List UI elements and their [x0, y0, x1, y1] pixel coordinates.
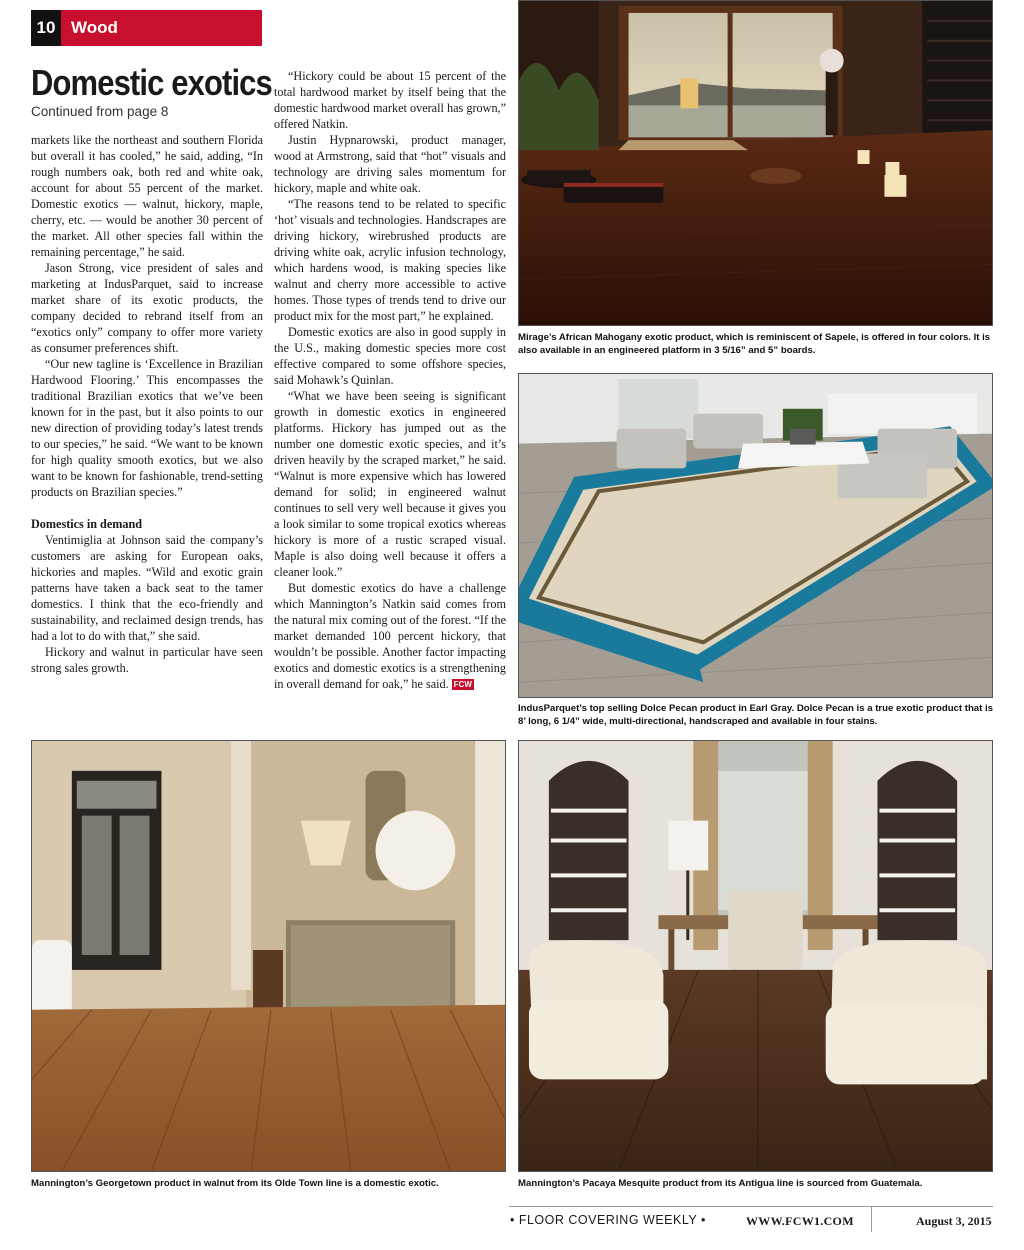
footer-divider: [871, 1206, 872, 1232]
article-headline: Domestic exotics: [31, 62, 272, 103]
photo-indusparquet-dolce-pecan: [518, 373, 993, 698]
paragraph: Justin Hypnarowski, product manager, wood at Armstrong, said that “hot” visuals and technology are driving sales momentum for hickory, maple and white oak.: [274, 133, 506, 195]
section-name: Wood: [71, 18, 118, 37]
caption-indusparquet: IndusParquet’s top selling Dolce Pecan product in Earl Gray. Dolce Pecan is a true exotic product that is 8’ long, 6 1/4” wide, multi-directional, handscraped and available in four stains.: [518, 703, 994, 727]
footer-publication: • FLOOR COVERING WEEKLY •: [510, 1213, 706, 1227]
caption-pacaya: Mannington’s Pacaya Mesquite product from its Antigua line is sourced from Guatemala.: [518, 1178, 923, 1189]
caption-georgetown: Mannington’s Georgetown product in walnut from its Olde Town line is a domestic exotic.: [31, 1178, 439, 1189]
paragraph: Domestic exotics are also in good supply in the U.S., making domestic species more cost effective compared to some offshore species, said Mohawk’s Quinlan.: [274, 325, 506, 387]
paragraph-text: But domestic exotics do have a challenge which Mannington’s Natkin said comes from the natural mix coming out of the forest. “If the market demanded 100 percent hickory, that wouldn’t be possible. Another factor impacting exotics and domestic exotics is a strengthening in overall demand for oak,” he said.: [274, 581, 506, 691]
paragraph: “Our new tagline is ‘Excellence in Brazilian Hardwood Flooring.’ This encompasses the traditional Brazilian exotics that we’ve been known for in the past, but it also points to our new direction of providing today’s latest trends to our species,” he said. “We want to be known for high quality smooth exotics, but we also want to be known for fashionable, trend-setting products on Brazilian species.”: [31, 357, 263, 499]
footer-url: WWW.FCW1.COM: [746, 1214, 854, 1228]
continued-line: Continued from page 8: [31, 104, 169, 119]
paragraph: Jason Strong, vice president of sales and marketing at IndusParquet, said to increase market share of its exotic products, the company decided to rebrand itself from an “exotics only” company to offer more variety as consumer preferences shift.: [31, 261, 263, 355]
subhead: Domestics in demand: [31, 517, 143, 531]
section-header: [31, 10, 262, 46]
paragraph: “What we have been seeing is significant growth in domestic exotics in engineered platforms. Hickory has jumped out as the number one domestic exotic species, and it’s driven heavily by the scraped market,” he said. “Walnut is more expensive which has lowered demand for solid; in engineered walnut continues to sell very well because it gives you a look similar to some tropical exotics whereas hickory is more of a rustic scraped visual. Maple is also doing well because it offers a cleaner look.”: [274, 389, 506, 579]
paragraph: “The reasons tend to be related to specific ‘hot’ visuals and technologies. Handscrapes are driving hickory, wirebrushed products are driving white oak, acrylic infusion technology, which hardens wood, is making species like walnut and cherry more accessible to active homes. Those types of trends tend to drive our product mix for the most part,” he explained.: [274, 197, 506, 323]
photo-pacaya-mesquite: [518, 740, 993, 1172]
article-column-1: [31, 132, 263, 676]
footer-date: August 3, 2015: [916, 1214, 992, 1228]
photo-georgetown-walnut: [31, 740, 506, 1172]
paragraph: Hickory and walnut in particular have seen strong sales growth.: [31, 645, 263, 675]
article-column-2: [274, 68, 506, 692]
paragraph: markets like the northeast and southern Florida but overall it has cooled,” he said, adding, “In rough numbers oak, both red and white oak, account for about 55 percent of the market. Domestic exotics — walnut, hickory, maple, cherry, etc. — would be another 30 percent of the market. All other species fall within the remaining percentage,” he said.: [31, 133, 263, 259]
footer-rule: [509, 1206, 993, 1207]
caption-mirage: Mirage’s African Mahogany exotic product, which is reminiscent of Sapele, is offered in four colors. It is also available in an engineered platform in 3 5/16” and 5” boards.: [518, 332, 991, 356]
photo-mirage-mahogany: [518, 0, 993, 326]
fcw-end-mark: FCW: [453, 680, 472, 689]
paragraph: “Hickory could be about 15 percent of the total hardwood market by itself being that the domestic hardwood market overall has grown,” offered Natkin.: [274, 69, 506, 131]
page-number: 10: [31, 10, 61, 46]
paragraph: Ventimiglia at Johnson said the company’s customers are asking for European oaks, hickories and maples. “Wild and exotic grain patterns have taken a back seat to the tamer domestics. I think that the eco-friendly and sustainability, and reclaimed design trends, has had a lot to do with that,” she said.: [31, 533, 263, 643]
paragraph-last: [274, 580, 506, 692]
